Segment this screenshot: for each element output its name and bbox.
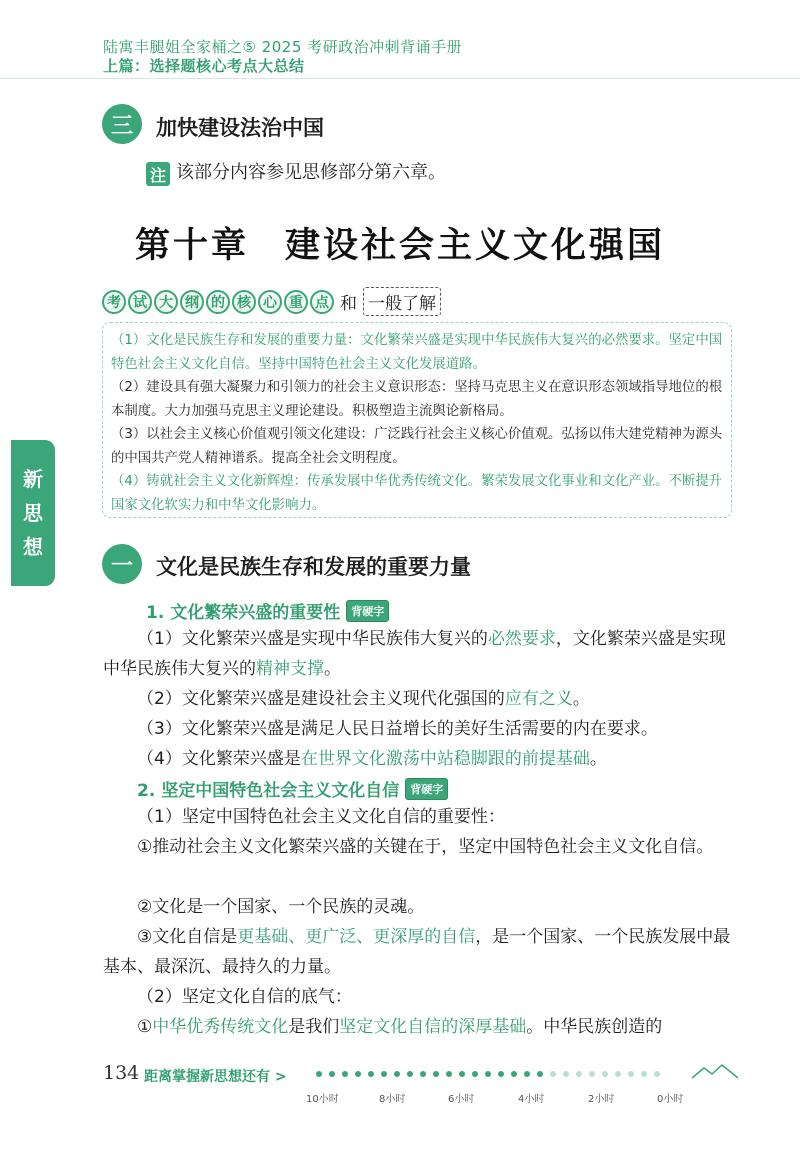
- paragraph: （1）坚定中国特色社会主义文化自信的重要性：: [137, 807, 505, 827]
- text-run: ③文化自信是: [137, 927, 238, 947]
- chapter-title: [0, 218, 800, 268]
- text-run: 。中华民族创造的: [526, 1017, 663, 1037]
- section-title: 文化是民族生存和发展的重要力量: [156, 555, 471, 579]
- progress-dot: [420, 1071, 426, 1077]
- section-number-badge: 三: [102, 104, 142, 144]
- text-run: ，文化繁荣兴盛是实现中华民族伟大复兴的: [103, 629, 726, 679]
- progress-dot: [498, 1071, 504, 1077]
- progress-dot: [472, 1071, 478, 1077]
- key-char: 考: [102, 290, 126, 314]
- text-run: ①: [137, 1017, 153, 1037]
- progress-dots: [316, 1071, 660, 1077]
- progress-dot: [654, 1071, 660, 1077]
- subsection-title-text: 2. 坚定中国特色社会主义文化自信: [137, 781, 400, 801]
- section-number-badge: 一: [102, 544, 142, 584]
- outline-item: （1）文化是民族生存和发展的重要力量：文化繁荣兴盛是实现中华民族伟大复兴的必然要求。坚定中国特色社会主义文化自信。坚持中国特色社会主义文化发展道路。: [111, 333, 723, 372]
- progress-dot: [589, 1071, 595, 1077]
- header-divider: [0, 78, 800, 79]
- note-text: 该部分内容参见思修部分第六章。: [176, 162, 446, 183]
- key-char: 重: [284, 290, 308, 314]
- progress-dot: [602, 1071, 608, 1077]
- progress-dot: [433, 1071, 439, 1077]
- chapter-name: 建设社会主义文化强国: [285, 226, 666, 266]
- progress-dot: [563, 1071, 569, 1077]
- key-points-legend: [102, 287, 441, 316]
- text-run: 是我们: [288, 1017, 340, 1037]
- progress-dot: [615, 1071, 621, 1077]
- progress-dot: [459, 1071, 465, 1077]
- progress-dot: [355, 1071, 361, 1077]
- key-and: 和: [340, 294, 357, 314]
- progress-dot: [446, 1071, 452, 1077]
- paragraph: [137, 744, 607, 774]
- key-char: 心: [258, 290, 282, 314]
- progress-dot: [394, 1071, 400, 1077]
- progress-dot: [537, 1071, 543, 1077]
- note-badge: 注: [146, 162, 170, 186]
- progress-dot: [511, 1071, 517, 1077]
- tick-label: 8小时: [379, 1094, 406, 1105]
- progress-dot: [381, 1071, 387, 1077]
- text-run: 。: [572, 689, 590, 709]
- highlight-text: 中华优秀传统文化: [152, 1017, 289, 1037]
- progress-dot: [550, 1071, 556, 1077]
- running-header-subtitle: 上篇：选择题核心考点大总结: [103, 57, 305, 75]
- outline-item: （3）以社会主义核心价值观引领文化建设：广泛践行社会主义核心价值观。弘扬以伟大建党精神为源头的中国共产党人精神谱系。提高全社会文明程度。: [111, 427, 723, 466]
- tick-label: 6小时: [448, 1094, 475, 1105]
- progress-dot: [485, 1071, 491, 1077]
- highlight-text: 更基础、更广泛、更深厚的自信: [237, 927, 476, 947]
- key-char: 核: [232, 290, 256, 314]
- highlight-text: 坚定文化自信的深厚基础: [339, 1017, 527, 1037]
- outline-item: （2）建设具有强大凝聚力和引领力的社会主义意识形态：坚持马克思主义在意识形态领域指导地位的根本制度。大力加强马克思主义理论建设。积极塑造主流舆论新格局。: [111, 380, 723, 419]
- key-points-label: [102, 290, 334, 314]
- paragraph: [103, 922, 733, 982]
- side-chapter-tab: [11, 440, 55, 586]
- chapter-number: 第十章: [134, 226, 249, 266]
- tick-label: 10小时: [306, 1094, 339, 1105]
- tick-label: 0小时: [657, 1094, 684, 1105]
- highlight-text: 应有之义: [504, 689, 573, 709]
- text-run: （2）文化繁荣兴盛是建设社会主义现代化强国的: [137, 689, 505, 709]
- page-number: 134: [103, 1062, 140, 1084]
- tick-label: 4小时: [518, 1094, 545, 1105]
- highlight-text: 在世界文化激荡中站稳脚跟的前提基础: [300, 749, 590, 769]
- paragraph: （2）坚定文化自信的底气：: [137, 987, 352, 1007]
- subsection-title-text: 1. 文化繁荣兴盛的重要性: [146, 603, 341, 623]
- key-char: 试: [128, 290, 152, 314]
- memorize-tag: 背硬字: [346, 600, 389, 622]
- progress-dot: [316, 1071, 322, 1077]
- paragraph: ②文化是一个国家、一个民族的灵魂。: [137, 897, 425, 917]
- highlight-text: 必然要求: [487, 629, 556, 649]
- key-char: 点: [310, 290, 334, 314]
- text-run: ，是一个国家、一个民族发展中最基本、最深沉、最持久的力量。: [103, 927, 731, 977]
- progress-dot: [524, 1071, 530, 1077]
- side-tab-char: 新: [23, 467, 43, 491]
- paragraph: [103, 624, 733, 684]
- mountain-icon: [690, 1062, 740, 1082]
- paragraph: （3）文化繁荣兴盛是满足人民日益增长的美好生活需要的内在要求。: [137, 719, 658, 739]
- progress-dot: [628, 1071, 634, 1077]
- paragraph: ①推动社会主义文化繁荣兴盛的关键在于，坚定中国特色社会主义文化自信。: [137, 837, 714, 857]
- subsection-title: [146, 598, 389, 623]
- text-run: （4）文化繁荣兴盛是: [137, 749, 301, 769]
- text-run: 。: [589, 749, 607, 769]
- running-header-title: 陆寓丰腿姐全家桶之⑤ 2025 考研政治冲刺背诵手册: [103, 38, 463, 56]
- general-understanding-label: 一般了解: [363, 287, 441, 316]
- memorize-tag: 背硬字: [405, 778, 448, 800]
- outline-item: （4）铸就社会主义文化新辉煌：传承发展中华优秀传统文化。繁荣发展文化事业和文化产业。不断提升国家文化软实力和中华文化影响力。: [111, 474, 723, 513]
- side-tab-char: 想: [23, 535, 43, 559]
- paragraph: [137, 1012, 662, 1042]
- text-run: （1）文化繁荣兴盛是实现中华民族伟大复兴的: [137, 629, 488, 649]
- key-char: 的: [206, 290, 230, 314]
- text-run: 。: [324, 659, 341, 679]
- syllabus-outline-box: [102, 322, 732, 518]
- progress-dot: [368, 1071, 374, 1077]
- subsection-title: [137, 776, 448, 801]
- progress-dot: [641, 1071, 647, 1077]
- highlight-text: 精神支撑: [256, 659, 324, 679]
- key-char: 纲: [180, 290, 204, 314]
- paragraph: [137, 684, 590, 714]
- progress-dot: [407, 1071, 413, 1077]
- section-title: 加快建设法治中国: [156, 116, 324, 140]
- tick-label: 2小时: [588, 1094, 615, 1105]
- progress-dot: [342, 1071, 348, 1077]
- progress-dot: [329, 1071, 335, 1077]
- side-tab-char: 思: [23, 501, 43, 525]
- key-char: 大: [154, 290, 178, 314]
- progress-dot: [576, 1071, 582, 1077]
- progress-label: 距离掌握新思想还有 >: [144, 1069, 287, 1085]
